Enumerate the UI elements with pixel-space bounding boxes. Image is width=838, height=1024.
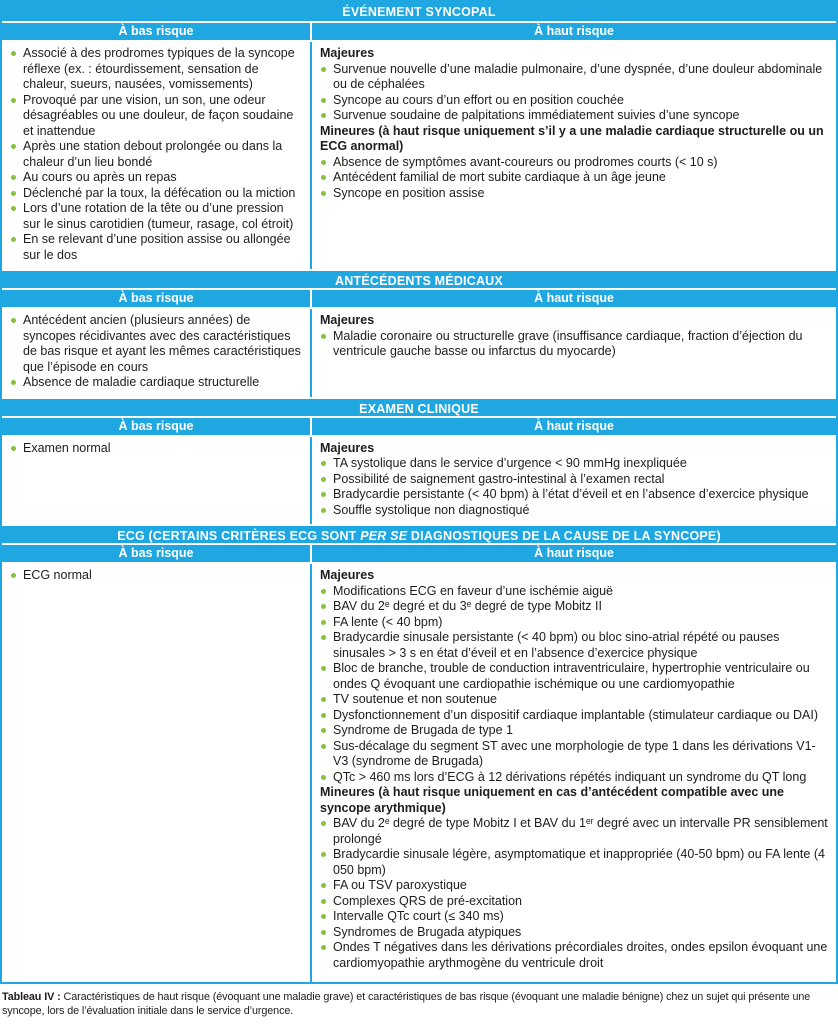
list-item [320,584,828,600]
bullet-icon [321,492,326,497]
column-headers [2,290,836,309]
bullet-icon [11,51,16,56]
bullet-icon [321,620,326,625]
list-item-text: Syncope au cours d’un effort ou en position couchée [333,92,624,107]
list-item [320,785,828,816]
low-risk-cell [2,564,310,982]
list-item-text: Intervalle QTc court (≤ 340 ms) [333,909,504,923]
bullet-icon [11,98,16,103]
section-title [2,269,836,290]
bullet-icon [321,461,326,466]
list-item [10,313,302,375]
high-risk-cell [312,437,836,525]
section-body [2,437,836,525]
bullet-icon [321,508,326,513]
table-caption-label: Tableau IV : [2,991,61,1003]
bullet-icon [321,697,326,702]
column-headers [2,23,836,42]
list-item [10,232,302,263]
list-item [320,441,828,457]
low-risk-cell [2,42,310,269]
list-item-text: Bradycardie persistante (< 40 bpm) à l’état d’éveil et en l’absence d’exercice physique [333,487,809,501]
list-item-text: En se relevant d’une position assise ou allongée sur le dos [23,232,291,262]
list-item [10,139,302,170]
list-item-text: Complexes QRS de pré-excitation [333,893,522,908]
list-item [320,847,828,878]
list-item-text: Examen normal [23,440,111,455]
list-item [10,568,302,584]
list-item-text: Après une station debout prolongée ou dans la chaleur d’un lieu bondé [23,139,283,169]
bullet-icon [321,883,326,888]
bullet-icon [321,930,326,935]
bullet-icon [11,237,16,242]
list-item [320,599,828,615]
list-item [10,46,302,93]
bullet-icon [321,604,326,609]
list-item-text: Majeures [320,313,375,327]
list-item [320,503,828,519]
list-item-text: Lors d’une rotation de la tête ou d’une pression sur le sinus carotidien (tumeur, rasage, col étroit) [23,201,294,231]
list-item-text: Majeures [320,46,375,60]
list-item-text: Antécédent familial de mort subite cardiaque à un âge jeune [333,170,666,184]
column-header-high-risk: À haut risque [312,545,836,562]
list-item [10,170,302,186]
section-examen-clinique [2,397,836,525]
list-item [10,186,302,202]
bullet-icon [321,744,326,749]
list-item-text: Possibilité de saignement gastro-intestinal à l’examen rectal [333,471,665,486]
list-item-text: Absence de symptômes avant-coureurs ou prodromes courts (< 10 s) [333,154,718,169]
list-item [320,816,828,847]
list-item [320,155,828,171]
list-item-text: Mineures (à haut risque uniquement en cas d’antécédent compatible avec une syncope arythmique) [320,785,785,815]
bullet-icon [321,175,326,180]
bullet-icon [11,144,16,149]
list-item-text: QTc > 460 ms lors d’ECG à 12 dérivations répétés indiquant un syndrome du QT long [333,769,807,784]
bullet-icon [321,98,326,103]
section-evenement-syncopal [2,2,836,269]
list-item [10,93,302,140]
list-item-text: Absence de maladie cardiaque structurelle [23,375,260,389]
list-item-text: Syncope en position assise [333,185,485,200]
column-headers [2,545,836,564]
list-item [320,770,828,786]
section-title-text: ÉVÉNEMENT SYNCOPAL [342,5,496,19]
column-header-low-risk: À bas risque [2,418,310,435]
list-item-text: BAV du 2ᵉ degré de type Mobitz I et BAV du 1ᵉʳ degré avec un intervalle PR sensiblement prolongé [333,816,828,846]
list-item [320,630,828,661]
list-item [320,568,828,584]
bullet-icon [321,852,326,857]
bullet-icon [321,589,326,594]
section-antecedents-medicaux [2,269,836,397]
list-item [320,739,828,770]
list-item-text: Bradycardie sinusale persistante (< 40 bpm) ou bloc sino-atrial répété ou pauses sinusales > 3 s en état d’éveil et en l’absence d’exercice physique [333,630,780,660]
list-item [320,692,828,708]
bullet-icon [321,728,326,733]
bullet-icon [11,573,16,578]
list-item-text: Modifications ECG en faveur d’une ischémie aiguë [333,583,614,598]
list-item [320,62,828,93]
bullet-icon [321,334,326,339]
list-item [320,925,828,941]
section-title-text: ECG (CERTAINS CRITÈRES ECG SONT [117,529,361,543]
list-item-text: Survenue nouvelle d’une maladie pulmonaire, d’une dyspnée, d’une douleur abdominale ou de céphalées [333,61,823,91]
list-item-text: ECG normal [23,568,92,582]
list-item-text: Survenue soudaine de palpitations immédiatement suivies d’une syncope [333,108,740,122]
column-header-low-risk: À bas risque [2,290,310,307]
list-item [10,201,302,232]
list-item [320,909,828,925]
list-item-text: Bloc de branche, trouble de conduction intraventriculaire, hypertrophie ventriculaire ou ondes Q évoquant une cardiopathie ischémique ou une cardiomyopathie [333,661,810,691]
list-item-text: Sus-décalage du segment ST avec une morphologie de type 1 dans les dérivations V1-V3 (syndrome de Brugada) [333,738,816,768]
list-item-text: Mineures (à haut risque uniquement s’il y a une maladie cardiaque structurelle ou un ECG anormal) [320,123,824,153]
list-item-text: Syndromes de Brugada atypiques [333,924,522,939]
high-risk-cell [312,42,836,269]
section-ecg [2,524,836,982]
list-item [320,329,828,360]
list-item-text: TA systolique dans le service d’urgence < 90 mmHg inexpliquée [333,456,687,470]
list-item-text: Maladie coronaire ou structurelle grave (insuffisance cardiaque, fraction d’éjection du ventricule gauche basse ou infarctus du myocarde) [333,328,803,358]
list-item [320,487,828,503]
list-item-text: Majeures [320,440,375,455]
column-header-low-risk: À bas risque [2,545,310,562]
section-title [2,397,836,418]
section-body [2,309,836,397]
list-item-text: Provoqué par une vision, un son, une odeur désagréables ou une douleur, de façon soudaine et inattendue [23,92,294,138]
section-title-text-post: DIAGNOSTIQUES DE LA CAUSE DE LA SYNCOPE) [407,529,721,543]
column-header-high-risk: À haut risque [312,290,836,307]
bullet-icon [321,775,326,780]
low-risk-cell [2,437,310,525]
table-caption [2,990,836,1018]
list-item [320,894,828,910]
low-risk-cell [2,309,310,397]
list-item [320,93,828,109]
list-item-text: Ondes T négatives dans les dérivations précordiales droites, ondes epsilon évoquant une cardiomyopathie arythmogène du ventricule droit [333,940,828,970]
bullet-icon [11,318,16,323]
list-item-text: Associé à des prodromes typiques de la syncope réflexe (ex. : étourdissement, sensation de chaleur, sueurs, nausées, vomissements) [23,46,295,91]
section-title-text: ANTÉCÉDENTS MÉDICAUX [335,274,503,288]
section-body [2,42,836,269]
bullet-icon [11,380,16,385]
list-item [320,878,828,894]
bullet-icon [321,113,326,118]
list-item [320,661,828,692]
bullet-icon [321,914,326,919]
column-headers [2,418,836,437]
bullet-icon [11,191,16,196]
section-body [2,564,836,982]
section-title-italic: PER SE [360,529,408,543]
list-item [320,186,828,202]
list-item-text: TV soutenue et non soutenue [333,692,498,706]
section-title [2,524,836,545]
bullet-icon [321,191,326,196]
list-item [320,940,828,971]
list-item-text: Souffle systolique non diagnostiqué [333,502,530,517]
list-item-text: FA lente (< 40 bpm) [333,614,443,629]
bullet-icon [321,821,326,826]
column-header-low-risk: À bas risque [2,23,310,40]
bullet-icon [321,635,326,640]
list-item [320,313,828,329]
bullet-icon [321,899,326,904]
bullet-icon [321,945,326,950]
list-item [320,472,828,488]
list-item [320,723,828,739]
list-item-text: Dysfonctionnement d’un dispositif cardiaque implantable (stimulateur cardiaque ou DAI) [333,707,818,722]
bullet-icon [11,446,16,451]
list-item-text: Majeures [320,568,375,582]
list-item-text: BAV du 2ᵉ degré et du 3ᵉ degré de type Mobitz II [333,599,602,613]
list-item [320,108,828,124]
list-item-text: Bradycardie sinusale légère, asymptomatique et inappropriée (40-50 bpm) ou FA lente (4 050 bpm) [333,847,825,877]
list-item-text: Syndrome de Brugada de type 1 [333,723,513,737]
high-risk-cell [312,309,836,397]
bullet-icon [321,67,326,72]
list-item [10,441,302,457]
list-item [10,375,302,391]
list-item [320,456,828,472]
section-title-text: EXAMEN CLINIQUE [359,401,479,416]
list-item [320,46,828,62]
column-header-high-risk: À haut risque [312,418,836,435]
list-item [320,170,828,186]
list-item [320,708,828,724]
bullet-icon [321,666,326,671]
list-item-text: Déclenché par la toux, la défécation ou la miction [23,185,296,200]
section-title [2,2,836,23]
list-item [320,615,828,631]
high-risk-cell [312,564,836,982]
bullet-icon [321,713,326,718]
bullet-icon [321,477,326,482]
list-item-text: Antécédent ancien (plusieurs années) de syncopes récidivantes avec des caractéristiques de bas risque et ayant les mêmes caractéristiques que l’épisode en cours [23,313,301,374]
bullet-icon [321,160,326,165]
list-item [320,124,828,155]
bullet-icon [11,175,16,180]
column-header-high-risk: À haut risque [312,23,836,40]
table-caption-text: Caractéristiques de haut risque (évoquant une maladie grave) et caractéristiques de bas risque (évoquant une maladie bénigne) chez un sujet qui présente une syncope, lors de l’évaluation initiale dans le service d’urgence. [2,991,811,1017]
list-item-text: FA ou TSV paroxystique [333,878,467,892]
list-item-text: Au cours ou après un repas [23,170,177,184]
bullet-icon [11,206,16,211]
